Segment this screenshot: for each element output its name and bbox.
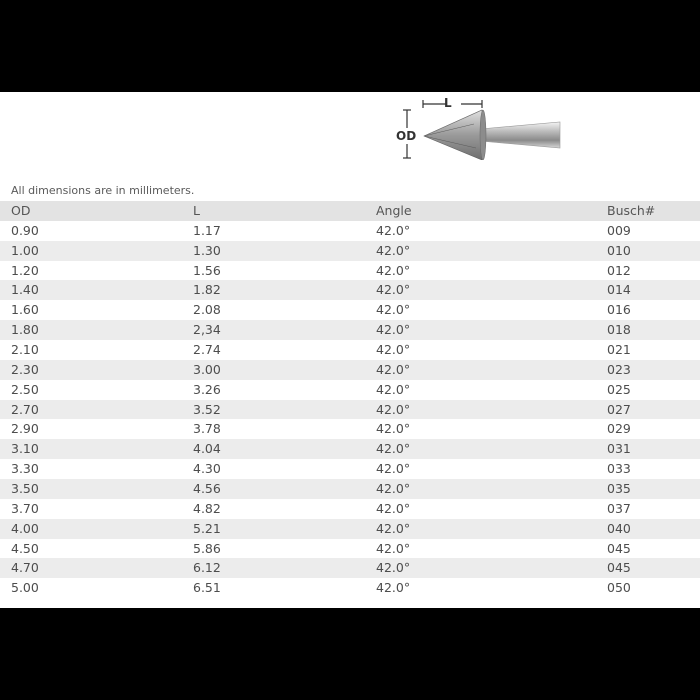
table-row [0, 340, 700, 360]
table-row [0, 300, 700, 320]
header-busch: Busch# [607, 203, 656, 218]
table-row [0, 459, 700, 479]
table-row [0, 221, 700, 241]
angle-cell: 42.0° [376, 282, 411, 298]
od-cell: 2.10 [11, 342, 39, 358]
od-cell: 1.40 [11, 282, 39, 298]
length-cell: 1.82 [193, 282, 221, 298]
angle-cell: 42.0° [376, 262, 411, 278]
angle-cell: 42.0° [376, 342, 411, 358]
angle-cell: 42.0° [376, 461, 411, 477]
angle-cell: 42.0° [376, 580, 411, 596]
od-cell: 2.70 [11, 401, 39, 417]
header-l: L [193, 203, 200, 218]
bur-shank [480, 122, 560, 148]
angle-cell: 42.0° [376, 481, 411, 497]
angle-cell: 42.0° [376, 560, 411, 576]
od-cell: 3.10 [11, 441, 39, 457]
length-cell: 3.78 [193, 421, 221, 437]
angle-cell: 42.0° [376, 322, 411, 338]
length-cell: 1.30 [193, 242, 221, 258]
od-cell: 2.50 [11, 381, 39, 397]
table-row [0, 320, 700, 340]
busch-cell: 014 [607, 282, 631, 298]
table-row [0, 241, 700, 261]
length-cell: 2,34 [193, 322, 221, 338]
length-cell: 4.04 [193, 441, 221, 457]
od-cell: 1.60 [11, 302, 39, 318]
angle-cell: 42.0° [376, 441, 411, 457]
busch-cell: 033 [607, 461, 631, 477]
length-cell: 1.17 [193, 222, 221, 238]
table-row [0, 439, 700, 459]
busch-cell: 035 [607, 481, 631, 497]
busch-cell: 029 [607, 421, 631, 437]
od-cell: 0.90 [11, 222, 39, 238]
spec-sheet [0, 92, 700, 608]
angle-cell: 42.0° [376, 520, 411, 536]
table-row [0, 539, 700, 559]
table-row [0, 519, 700, 539]
length-cell: 4.30 [193, 461, 221, 477]
busch-cell: 009 [607, 222, 631, 238]
table-row [0, 261, 700, 281]
busch-cell: 010 [607, 242, 631, 258]
od-cell: 1.20 [11, 262, 39, 278]
length-cell: 5.21 [193, 520, 221, 536]
diameter-label: OD [396, 129, 417, 143]
length-cell: 1.56 [193, 262, 221, 278]
bur-head [424, 110, 485, 160]
busch-cell: 025 [607, 381, 631, 397]
bur-head-base [480, 110, 486, 160]
table-header-row [0, 201, 700, 221]
od-cell: 3.70 [11, 500, 39, 516]
dimensions-table [0, 201, 700, 598]
table-row [0, 380, 700, 400]
busch-cell: 045 [607, 560, 631, 576]
table-row [0, 419, 700, 439]
busch-cell: 050 [607, 580, 631, 596]
table-row [0, 578, 700, 598]
length-cell: 6.12 [193, 560, 221, 576]
od-cell: 3.50 [11, 481, 39, 497]
od-cell: 4.70 [11, 560, 39, 576]
length-cell: 6.51 [193, 580, 221, 596]
angle-cell: 42.0° [376, 500, 411, 516]
busch-cell: 040 [607, 520, 631, 536]
od-cell: 3.30 [11, 461, 39, 477]
busch-cell: 031 [607, 441, 631, 457]
angle-cell: 42.0° [376, 540, 411, 556]
header-od: OD [11, 203, 31, 218]
od-cell: 5.00 [11, 580, 39, 596]
length-cell: 2.08 [193, 302, 221, 318]
length-cell: 5.86 [193, 540, 221, 556]
length-cell: 3.52 [193, 401, 221, 417]
od-cell: 4.00 [11, 520, 39, 536]
busch-cell: 023 [607, 361, 631, 377]
angle-cell: 42.0° [376, 361, 411, 377]
angle-cell: 42.0° [376, 302, 411, 318]
table-row [0, 499, 700, 519]
table-row [0, 558, 700, 578]
busch-cell: 045 [607, 540, 631, 556]
length-cell: 3.26 [193, 381, 221, 397]
od-cell: 2.30 [11, 361, 39, 377]
cone-bur-drawing [394, 96, 566, 160]
busch-cell: 012 [607, 262, 631, 278]
length-cell: 4.56 [193, 481, 221, 497]
angle-cell: 42.0° [376, 381, 411, 397]
units-note: All dimensions are in millimeters. [11, 184, 195, 197]
angle-cell: 42.0° [376, 222, 411, 238]
length-cell: 3.00 [193, 361, 221, 377]
length-cell: 2.74 [193, 342, 221, 358]
table-body [0, 221, 700, 598]
busch-cell: 037 [607, 500, 631, 516]
angle-cell: 42.0° [376, 401, 411, 417]
table-row [0, 479, 700, 499]
busch-cell: 027 [607, 401, 631, 417]
busch-cell: 016 [607, 302, 631, 318]
table-row [0, 280, 700, 300]
length-label: L [444, 96, 452, 110]
od-cell: 1.80 [11, 322, 39, 338]
table-row [0, 360, 700, 380]
od-cell: 2.90 [11, 421, 39, 437]
angle-cell: 42.0° [376, 421, 411, 437]
bur-diagram [394, 96, 566, 160]
length-cell: 4.82 [193, 500, 221, 516]
table-row [0, 400, 700, 420]
angle-cell: 42.0° [376, 242, 411, 258]
header-angle: Angle [376, 203, 412, 218]
busch-cell: 018 [607, 322, 631, 338]
busch-cell: 021 [607, 342, 631, 358]
od-cell: 1.00 [11, 242, 39, 258]
od-cell: 4.50 [11, 540, 39, 556]
